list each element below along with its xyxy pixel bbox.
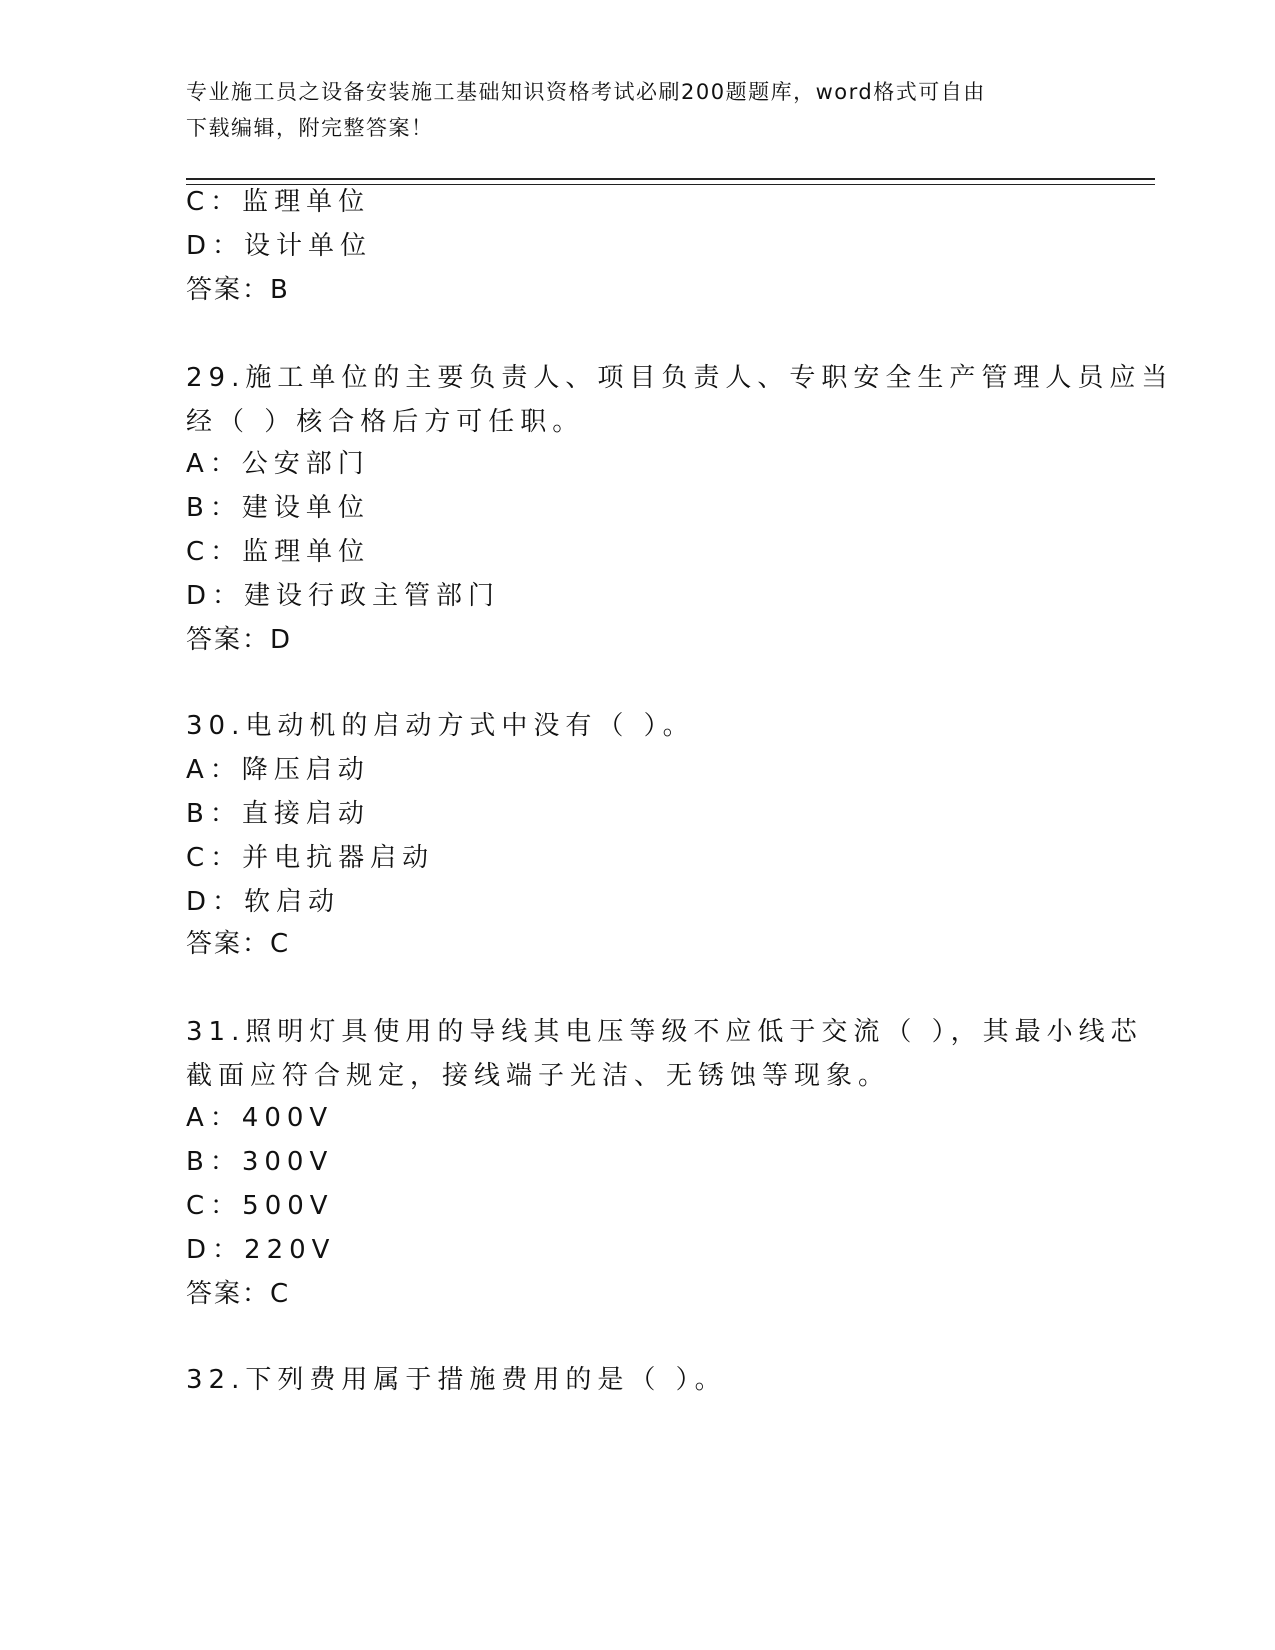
q29-stem-line-2: 经（ ）核合格后方可任职。 <box>186 407 585 437</box>
header-line-1: 专业施工员之设备安装施工基础知识资格考试必刷200题题库，word格式可自由 <box>186 80 986 104</box>
q29-answer: 答案：D <box>186 625 293 655</box>
q30-option-d: D：软启动 <box>186 887 341 917</box>
header-divider-thick <box>186 178 1155 180</box>
header-line-2: 下载编辑，附完整答案！ <box>186 116 434 140</box>
q29-option-d: D：建设行政主管部门 <box>186 581 501 611</box>
prev-option-d: D：设计单位 <box>186 231 373 261</box>
q31-option-c: C：500V <box>186 1191 334 1221</box>
q30-option-b: B：直接启动 <box>186 799 370 829</box>
q30-option-a: A：降压启动 <box>186 755 370 785</box>
prev-answer: 答案：B <box>186 275 290 305</box>
q31-option-d: D：220V <box>186 1235 336 1265</box>
prev-option-c: C：监理单位 <box>186 187 371 217</box>
document-header <box>186 74 1086 146</box>
q30-option-c: C：并电抗器启动 <box>186 843 435 873</box>
q31-stem-line-2: 截面应符合规定，接线端子光洁、无锈蚀等现象。 <box>186 1061 891 1091</box>
q29-option-a: A：公安部门 <box>186 449 370 479</box>
q30-stem-line-1: 30.电动机的启动方式中没有（ ）。 <box>186 711 695 741</box>
q29-stem-line-1: 29.施工单位的主要负责人、项目负责人、专职安全生产管理人员应当 <box>186 363 1174 393</box>
q29-option-c: C：监理单位 <box>186 537 371 567</box>
q29-option-b: B：建设单位 <box>186 493 370 523</box>
q31-option-a: A：400V <box>186 1103 334 1133</box>
q32-stem-line-1: 32.下列费用属于措施费用的是（ ）。 <box>186 1365 727 1395</box>
q31-answer: 答案：C <box>186 1279 291 1309</box>
q31-stem-line-1: 31.照明灯具使用的导线其电压等级不应低于交流（ ），其最小线芯 <box>186 1017 1143 1047</box>
q30-answer: 答案：C <box>186 929 291 959</box>
q31-option-b: B：300V <box>186 1147 334 1177</box>
